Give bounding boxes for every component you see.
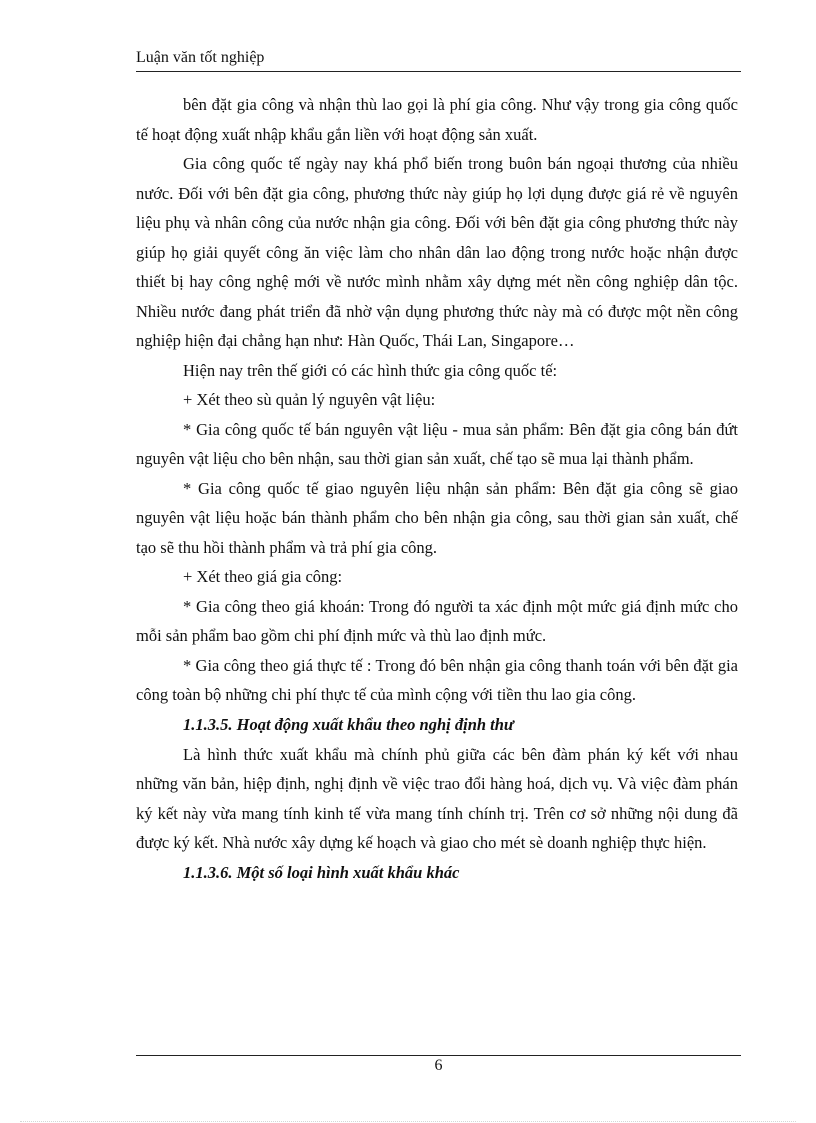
bullet-actual-price: * Gia công theo giá thực tế : Trong đó bên nhận gia công thanh toán với bên đặt gia công toàn bộ những chi phí thực tế của mình cộng với tiền thu lao gia công.	[136, 655, 738, 704]
criterion-materials: + Xét theo sù quản lý nguyên vật liệu:	[183, 390, 436, 409]
criterion-price: + Xét theo giá gia công:	[183, 567, 343, 586]
section-heading-1135: 1.1.3.5. Hoạt động xuất khẩu theo nghị định thư	[183, 714, 514, 734]
page-body	[136, 90, 738, 888]
page-number: 6	[434, 1057, 443, 1074]
paragraph-continuation: bên đặt gia công và nhận thù lao gọi là phí gia công. Như vậy trong gia công quốc tế hoạt động xuất nhập khẩu gắn liền với hoạt động sản xuất.	[136, 95, 738, 144]
bullet-fixed-price: * Gia công theo giá khoán: Trong đó người ta xác định một mức giá định mức cho mỗi sản phẩm bao gồm chi phí định mức và thù lao định mức.	[136, 596, 738, 645]
bullet-deliver-materials: * Gia công quốc tế giao nguyên liệu nhận sản phẩm: Bên đặt gia công sẽ giao nguyên vật liệu hoặc bán thành phẩm cho bên nhận gia công, sau thời gian sản xuất, chế tạo sẽ thu hồi thành phẩm và trả phí gia công.	[136, 478, 738, 557]
paragraph-overview: Gia công quốc tế ngày nay khá phổ biến trong buôn bán ngoại thương của nhiều nước. Đối với bên đặt gia công, phương thức này giúp họ lợi dụng được giá rẻ về nguyên liệu phụ và nhân công của nước nhận gia công. Đối với bên đặt gia công phương thức này giúp họ giải quyết công ăn việc làm cho nhân dân lao động trong nước hoặc nhận được thiết bị hay công nghệ mới về nước mình nhằm xây dựng mét nền công nghiệp dân tộc. Nhiều nước đang phát triển đã nhờ vận dụng phương thức này mà có được một nền công nghiệp hiện đại chẳng hạn như: Hàn Quốc, Thái Lan, Singapore…	[136, 154, 738, 350]
footer-divider	[136, 1055, 741, 1056]
bullet-sell-materials: * Gia công quốc tế bán nguyên vật liệu - mua sản phẩm: Bên đặt gia công bán đứt nguyên vật liệu cho bên nhận, sau thời gian sản xuất, chế tạo sẽ mua lại thành phẩm.	[136, 419, 738, 468]
section-heading-1136: 1.1.3.6. Một số loại hình xuất khẩu khác	[183, 862, 460, 882]
section-1135-body: Là hình thức xuất khẩu mà chính phủ giữa các bên đàm phán ký kết với nhau những văn bản, hiệp định, nghị định về việc trao đổi hàng hoá, dịch vụ. Và việc đàm phán ký kết này vừa mang tính kinh tế vừa mang tính chính trị. Trên cơ sở những nội dung đã được ký kết. Nhà nước xây dựng kế hoạch và giao cho mét sè doanh nghiệp thực hiện.	[136, 744, 738, 852]
header-divider	[136, 71, 741, 72]
page-bottom-edge	[20, 1121, 796, 1122]
running-header: Luận văn tốt nghiệp	[136, 49, 265, 66]
paragraph-forms-intro: Hiện nay trên thế giới có các hình thức gia công quốc tế:	[183, 360, 558, 380]
